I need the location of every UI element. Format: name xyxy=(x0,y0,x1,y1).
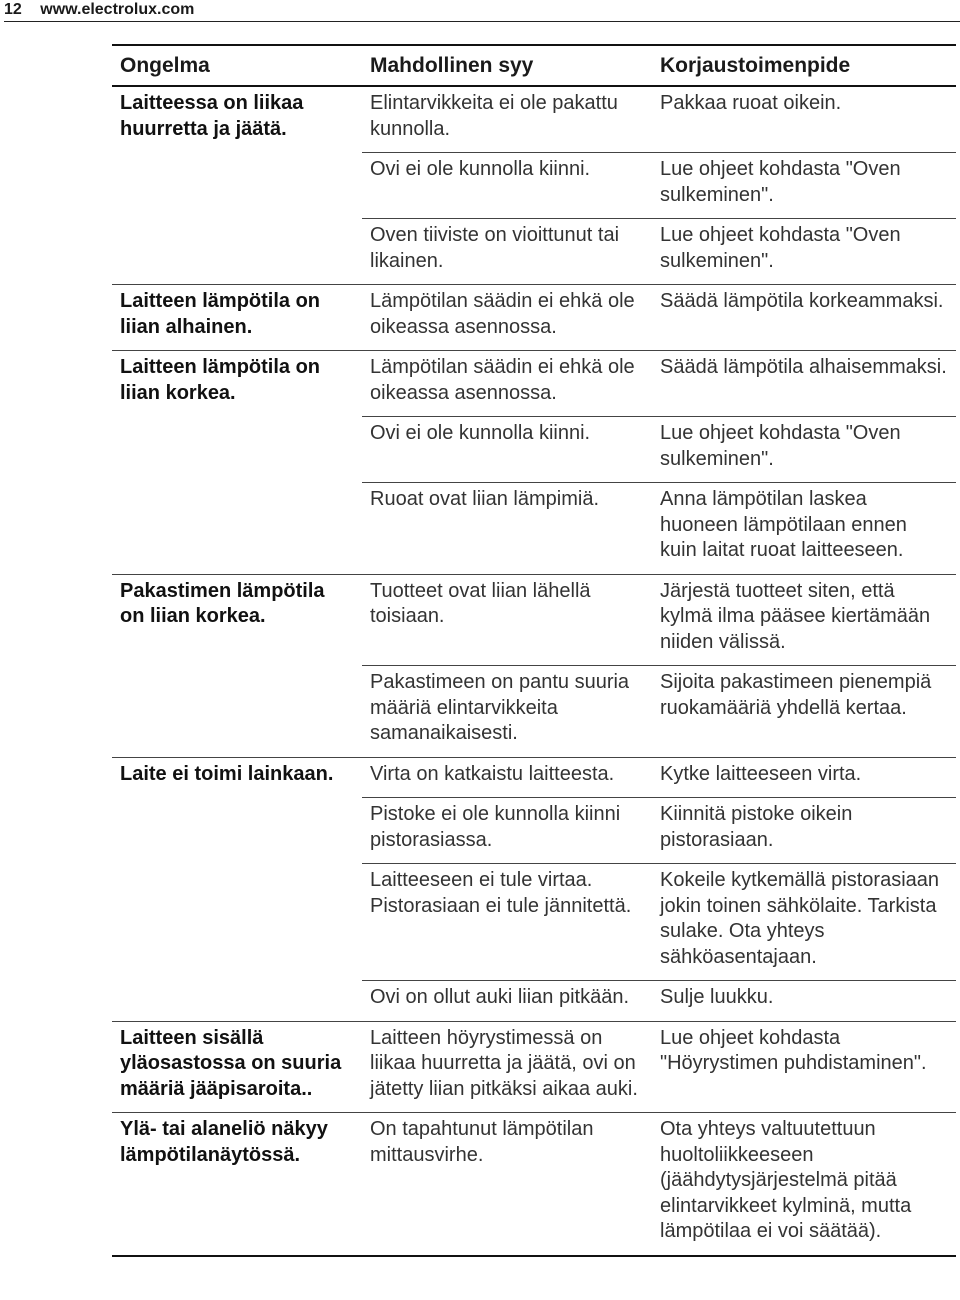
column-header-action: Korjaustoimenpide xyxy=(652,45,956,86)
action-cell: Pakkaa ruoat oikein. xyxy=(660,92,842,114)
cause-cell: Virta on katkaistu laitteesta. xyxy=(362,757,652,798)
cause-cell: Lämpötilan säädin ei ehkä ole oikeassa asennossa. xyxy=(362,351,652,417)
action-cell: Lue ohjeet kohdasta "Oven sulkeminen". xyxy=(652,417,956,483)
table-row xyxy=(112,1021,956,1113)
action-cell: Kytke laitteeseen virta. xyxy=(652,757,956,798)
action-cell: Anna lämpötilan laskea huoneen lämpötilaan ennen kuin laitat ruoat laitteeseen. xyxy=(652,483,956,575)
problem-cell xyxy=(112,153,362,219)
table-row xyxy=(112,981,956,1022)
problem-cell: Laitteen sisällä yläosastossa on suuria määriä jääpisaroita.. xyxy=(112,1021,362,1113)
problem-cell xyxy=(112,417,362,483)
page-header xyxy=(4,0,194,22)
action-cell: Järjestä tuotteet siten, että kylmä ilma pääsee kiertämään niiden välissä. xyxy=(652,574,956,666)
problem-cell xyxy=(112,798,362,864)
table-row xyxy=(112,1113,956,1256)
cause-cell: Ovi on ollut auki liian pitkään. xyxy=(362,981,652,1022)
table-row xyxy=(112,417,956,483)
problem-cell: Laitteen lämpötila on liian alhainen. xyxy=(112,285,362,351)
action-cell: Säädä lämpötila alhaisemmaksi. xyxy=(652,351,956,417)
action-cell: Ota yhteys valtuutettuun huoltoliikkeeseen (jäähdytysjärjestelmä pitää elintarvikkeet kylminä, mutta lämpötilaa ei voi säätää). xyxy=(652,1113,956,1256)
cause-cell: Oven tiiviste on vioittunut tai likainen. xyxy=(362,219,652,285)
cause-cell: Elintarvikkeita ei ole pakattu kunnolla. xyxy=(370,92,618,140)
header-rule xyxy=(4,21,960,22)
table-row xyxy=(112,574,956,666)
action-cell: Kokeile kytkemällä pistorasiaan jokin toinen sähkölaite. Tarkista sulake. Ota yhteys sähköasentajaan. xyxy=(652,864,956,981)
table-row xyxy=(112,483,956,575)
problem-cell: Laite ei toimi lainkaan. xyxy=(112,757,362,798)
problem-cell: Laitteen lämpötila on liian korkea. xyxy=(112,351,362,417)
action-cell: Lue ohjeet kohdasta "Höyrystimen puhdistaminen". xyxy=(652,1021,956,1113)
problem-cell xyxy=(112,483,362,575)
problem-cell: Pakastimen lämpötila on liian korkea. xyxy=(112,574,362,666)
cause-cell: Ovi ei ole kunnolla kiinni. xyxy=(362,417,652,483)
cause-cell: Ovi ei ole kunnolla kiinni. xyxy=(362,153,652,219)
cause-cell: Laitteeseen ei tule virtaa. Pistorasiaan ei tule jännitettä. xyxy=(362,864,652,981)
cause-cell: Pistoke ei ole kunnolla kiinni pistorasiassa. xyxy=(362,798,652,864)
problem-cell xyxy=(112,864,362,981)
action-cell: Lue ohjeet kohdasta "Oven sulkeminen". xyxy=(652,153,956,219)
problem-cell xyxy=(112,981,362,1022)
troubleshooting-table xyxy=(112,44,956,1257)
problem-cell: Laitteessa on liikaa huurretta ja jäätä. xyxy=(120,92,304,140)
table-header-row xyxy=(112,45,956,86)
table-row xyxy=(112,757,956,798)
table-row xyxy=(112,153,956,219)
table-row xyxy=(112,86,956,153)
cause-cell: Tuotteet ovat liian lähellä toisiaan. xyxy=(362,574,652,666)
problem-cell xyxy=(112,666,362,758)
table-row xyxy=(112,666,956,758)
problem-cell xyxy=(112,219,362,285)
table-row xyxy=(112,864,956,981)
table-row xyxy=(112,798,956,864)
action-cell: Kiinnitä pistoke oikein pistorasiaan. xyxy=(652,798,956,864)
action-cell: Sijoita pakastimeen pienempiä ruokamääriä yhdellä kertaa. xyxy=(652,666,956,758)
column-header-problem: Ongelma xyxy=(112,45,362,86)
column-header-cause: Mahdollinen syy xyxy=(362,45,652,86)
cause-cell: Lämpötilan säädin ei ehkä ole oikeassa asennossa. xyxy=(362,285,652,351)
cause-cell: Ruoat ovat liian lämpimiä. xyxy=(362,483,652,575)
page-number: 12 xyxy=(4,1,22,18)
cause-cell: On tapahtunut lämpötilan mittausvirhe. xyxy=(362,1113,652,1256)
cause-cell: Laitteen höyrystimessä on liikaa huurretta ja jäätä, ovi on jätetty liian pitkäksi aikaa auki. xyxy=(362,1021,652,1113)
action-cell: Sulje luukku. xyxy=(652,981,956,1022)
action-cell: Säädä lämpötila korkeammaksi. xyxy=(652,285,956,351)
cause-cell: Pakastimeen on pantu suuria määriä elintarvikkeita samanaikaisesti. xyxy=(362,666,652,758)
table-row xyxy=(112,219,956,285)
problem-cell: Ylä- tai alaneliö näkyy lämpötilanäytössä. xyxy=(112,1113,362,1256)
table-row xyxy=(112,351,956,417)
action-cell: Lue ohjeet kohdasta "Oven sulkeminen". xyxy=(652,219,956,285)
website-url: www.electrolux.com xyxy=(40,1,195,18)
table-row xyxy=(112,285,956,351)
